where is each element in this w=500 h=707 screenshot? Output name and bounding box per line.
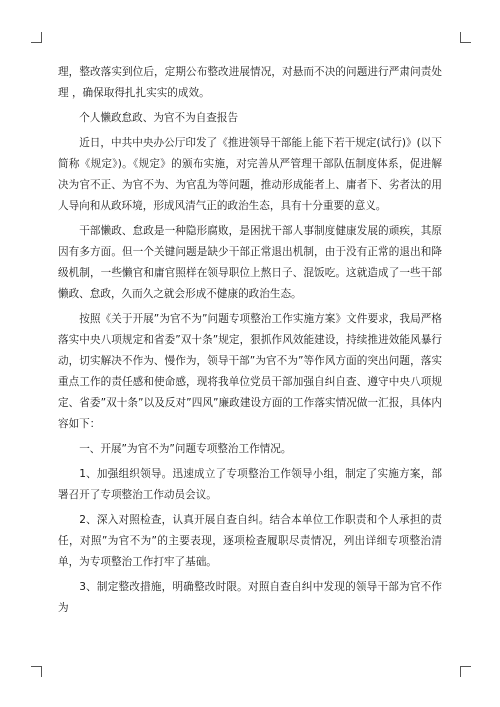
section-heading-1: 一、开展”为官不为”问题专项整治工作情况。 [79, 443, 292, 455]
paragraph-intro: 近日，中共中央办公厅印发了《推进领导干部能上能下若干规定(试行)》(以下简称《规定》)。《规定》的颁布实施，对完善从严管理干部队伍制度体系，促进解决为官不正、为官不为、为官乱为等问题，推动形成能者上、庸者下、劣者汰的用人导向和从政环境，形成风清气正的政治生态，具有十分重要的意义。 [58, 137, 442, 212]
item-1: 1、加强组织领导。迅速成立了专项整治工作领导小组，制定了实施方案，部署召开了专项整治工作动员会议。 [58, 468, 442, 501]
paragraph-continued: 理，整改落实到位后，定期公布整改进展情况，对悬而不决的问题进行严肃问责处理 ，确保取得扎扎实实的成效。 [58, 66, 442, 99]
item-2: 2、深入对照检查，认真开展自查自纠。结合本单位工作职责和个人承担的责任，对照”为官不为”的主要表现，逐项检查履职尽责情况，列出详细专项整治清单，为专项整治工作打牢了基础。 [58, 514, 442, 568]
paragraph-requirements: 按照《关于开展”为官不为”问题专项整治工作实施方案》文件要求，我局严格落实中央八项规定和省委”双十条”规定，狠抓作风效能建设，持续推进效能风暴行动，切实解决不作为、慢作为，领导干部”为官不为”等作风方面的突出问题，落实重点工作的责任感和使命感，现将我单位党员干部加强自纠自查、遵守中央八项规定、省委”双十条”以及反对”四风”廉政建设方面的工作落实情况做一汇报，具体内容如下： [58, 313, 442, 430]
crop-mark-top-right [460, 32, 471, 43]
crop-mark-bottom-left [31, 666, 42, 677]
document-body [58, 62, 442, 619]
item-3: 3、制定整改措施，明确整改时限。对照自查自纠中发现的领导干部为官不作为 [58, 581, 442, 614]
paragraph-causes: 干部懒政、怠政是一种隐形腐败，是困扰干部人事制度健康发展的顽疾，其原因有多方面。但一个关键问题是缺少干部正常退出机制，由于没有正常的退出和降级机制，一些懒官和庸官照样在领导职位上熬日子、混饭吃。这就造成了一些干部懒政、怠政，久而久之就会形成不健康的政治生态。 [58, 225, 442, 300]
crop-mark-bottom-right [460, 666, 471, 677]
report-title: 个人懒政怠政、为官不为自查报告 [79, 112, 239, 124]
crop-mark-top-left [31, 32, 42, 43]
